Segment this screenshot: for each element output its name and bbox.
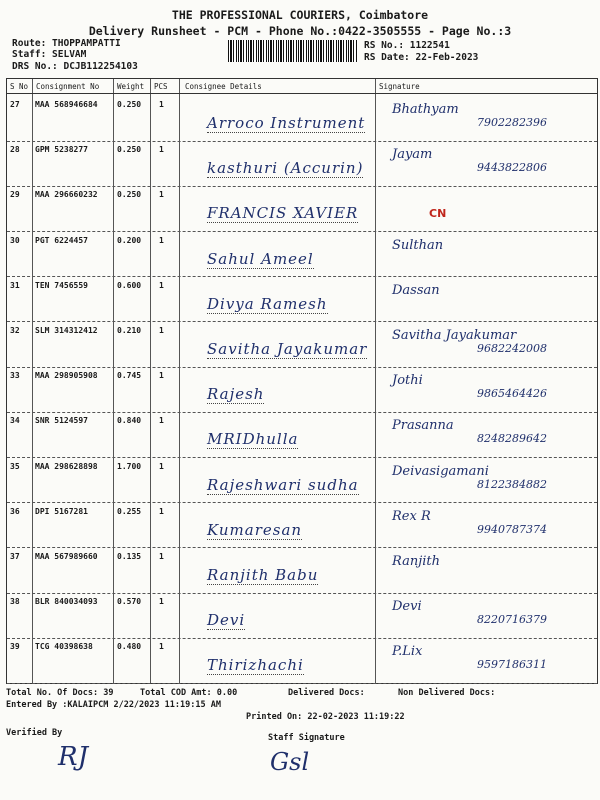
staff-signature: Gsl bbox=[270, 748, 310, 776]
consignment-cell: GPM 5238277 bbox=[35, 145, 88, 155]
receiver-signature: Savitha Jayakumar bbox=[392, 328, 517, 343]
receiver-signature: Devi bbox=[392, 599, 422, 615]
pcs-cell: 1 bbox=[159, 416, 164, 426]
barcode bbox=[228, 40, 358, 62]
consignment-cell: TCG 40398638 bbox=[35, 642, 93, 652]
sno-cell: 29 bbox=[10, 190, 20, 200]
receiver-phone: 9940787374 bbox=[477, 522, 547, 536]
col-header-pcs: PCS bbox=[154, 82, 168, 91]
weight-cell: 0.250 bbox=[117, 100, 142, 109]
staff-label: Staff: SELVAM bbox=[12, 49, 87, 60]
total-cod: Total COD Amt: 0.00 bbox=[140, 688, 238, 698]
consignee-name: kasthuri (Accurin) bbox=[207, 159, 364, 178]
drs-label: DRS No.: DCJB112254103 bbox=[12, 61, 138, 72]
table-row bbox=[7, 230, 597, 278]
receiver-phone: 8220716379 bbox=[477, 613, 547, 627]
consignee-name: Savitha Jayakumar bbox=[207, 340, 368, 358]
consignment-cell: MAA 298628898 bbox=[35, 461, 98, 471]
cn-annotation: CN bbox=[429, 207, 447, 220]
receiver-signature: Jothi bbox=[392, 373, 423, 389]
staff-signature-label: Staff Signature bbox=[268, 733, 345, 743]
rs-number: RS No.: 1122541 bbox=[364, 40, 450, 51]
non-delivered-docs: Non Delivered Docs: bbox=[398, 688, 496, 698]
sno-cell: 36 bbox=[10, 506, 20, 516]
col-header-signature: Signature bbox=[379, 82, 420, 91]
weight-cell: 0.135 bbox=[117, 552, 142, 561]
consignment-cell: MAA 298905908 bbox=[35, 371, 98, 381]
consignment-cell: DPI 5167281 bbox=[35, 506, 88, 516]
table-row bbox=[7, 546, 597, 594]
pcs-cell: 1 bbox=[159, 371, 164, 381]
weight-cell: 1.700 bbox=[117, 461, 142, 471]
col-header-sno: S No bbox=[10, 82, 29, 91]
receiver-phone: 9865464426 bbox=[477, 387, 547, 401]
sno-cell: 34 bbox=[10, 416, 20, 426]
table-row bbox=[7, 320, 597, 368]
consignee-name: Arroco Instrument bbox=[207, 114, 366, 132]
table-row bbox=[7, 139, 597, 187]
sno-cell: 33 bbox=[10, 371, 20, 381]
weight-cell: 0.210 bbox=[117, 326, 142, 335]
receiver-phone: 8248289642 bbox=[477, 432, 547, 446]
route-label: Route: THOPPAMPATTI bbox=[12, 38, 121, 49]
receiver-signature: Jayam bbox=[392, 147, 433, 163]
consignee-name: Thirizhachi bbox=[207, 656, 304, 675]
verifier-signature: RJ bbox=[58, 742, 88, 772]
receiver-phone: 7902282396 bbox=[477, 116, 547, 129]
weight-cell: 0.200 bbox=[117, 235, 142, 245]
sno-cell: 28 bbox=[10, 145, 20, 155]
pcs-cell: 1 bbox=[159, 145, 164, 155]
receiver-signature: Prasanna bbox=[392, 418, 454, 434]
weight-cell: 0.480 bbox=[117, 642, 142, 652]
weight-cell: 0.255 bbox=[117, 506, 142, 516]
consignment-cell: PGT 6224457 bbox=[35, 235, 88, 245]
weight-cell: 0.745 bbox=[117, 371, 142, 381]
sno-cell: 38 bbox=[10, 597, 20, 607]
consignment-cell: SLM 314312412 bbox=[35, 326, 98, 335]
table-row bbox=[7, 94, 597, 142]
receiver-phone: 9443822806 bbox=[477, 161, 547, 175]
pcs-cell: 1 bbox=[159, 597, 164, 607]
consignment-cell: TEN 7456559 bbox=[35, 280, 88, 290]
receiver-phone: 8122384882 bbox=[477, 477, 547, 491]
company-title: THE PROFESSIONAL COURIERS, Coimbatore bbox=[171, 8, 429, 22]
pcs-cell: 1 bbox=[159, 552, 164, 561]
consignee-name: Sahul Ameel bbox=[207, 249, 314, 268]
receiver-signature: Sulthan bbox=[392, 237, 444, 253]
sno-cell: 35 bbox=[10, 461, 20, 471]
table-row bbox=[7, 591, 597, 639]
consignee-name: Devi bbox=[207, 611, 246, 630]
runsheet-title: Delivery Runsheet - PCM - Phone No.:0422-3505555 - Page No.:3 bbox=[88, 24, 512, 38]
rs-date: RS Date: 22-Feb-2023 bbox=[364, 52, 479, 63]
pcs-cell: 1 bbox=[159, 235, 164, 245]
pcs-cell: 1 bbox=[159, 461, 164, 471]
sno-cell: 39 bbox=[10, 642, 20, 652]
weight-cell: 0.250 bbox=[117, 145, 142, 155]
consignment-cell: MAA 567989660 bbox=[35, 552, 98, 561]
sno-cell: 31 bbox=[10, 280, 20, 290]
consignee-name: FRANCIS XAVIER bbox=[207, 204, 359, 223]
consignee-name: Ranjith Babu bbox=[207, 566, 319, 584]
receiver-signature: P.Lix bbox=[392, 644, 423, 660]
receiver-signature: Bhathyam bbox=[392, 102, 459, 117]
pcs-cell: 1 bbox=[159, 100, 164, 109]
consignee-name: MRIDhulla bbox=[207, 430, 299, 449]
consignment-cell: SNR 5124597 bbox=[35, 416, 88, 426]
receiver-signature: Ranjith bbox=[392, 554, 440, 569]
verified-by-label: Verified By bbox=[6, 728, 63, 738]
consignee-name: Divya Ramesh bbox=[207, 294, 328, 313]
entered-by: Entered By :KALAIPCM 2/22/2023 11:19:15 AM bbox=[6, 700, 221, 710]
consignment-cell: BLR 840034093 bbox=[35, 597, 98, 607]
receiver-signature: Rex R bbox=[392, 508, 431, 524]
total-docs: Total No. Of Docs: 39 bbox=[6, 688, 114, 698]
consignee-name: Kumaresan bbox=[207, 520, 303, 539]
consignment-cell: MAA 568946684 bbox=[35, 100, 98, 109]
weight-cell: 0.570 bbox=[117, 597, 142, 607]
receiver-phone: 9682242008 bbox=[477, 342, 547, 355]
consignee-name: Rajeshwari sudha bbox=[207, 475, 359, 494]
weight-cell: 0.840 bbox=[117, 416, 142, 426]
runsheet-table bbox=[6, 78, 598, 684]
col-header-weight: Weight bbox=[117, 82, 145, 91]
delivered-docs: Delivered Docs: bbox=[288, 688, 365, 698]
pcs-cell: 1 bbox=[159, 326, 164, 335]
receiver-signature: Dassan bbox=[392, 282, 440, 298]
table-row bbox=[7, 184, 597, 232]
table-row bbox=[7, 365, 597, 413]
table-row bbox=[7, 456, 597, 504]
sno-cell: 37 bbox=[10, 552, 20, 561]
pcs-cell: 1 bbox=[159, 642, 164, 652]
sno-cell: 30 bbox=[10, 235, 20, 245]
receiver-phone: 9597186311 bbox=[477, 658, 547, 672]
col-header-consignee: Consignee Details bbox=[185, 82, 262, 91]
col-header-consignment: Consignment No bbox=[36, 82, 100, 91]
table-row bbox=[7, 636, 597, 684]
printed-on: Printed On: 22-02-2023 11:19:22 bbox=[246, 712, 405, 722]
weight-cell: 0.600 bbox=[117, 280, 142, 290]
sno-cell: 27 bbox=[10, 100, 20, 109]
table-row bbox=[7, 275, 597, 323]
pcs-cell: 1 bbox=[159, 280, 164, 290]
consignment-cell: MAA 296660232 bbox=[35, 190, 98, 200]
consignee-name: Rajesh bbox=[207, 385, 265, 404]
pcs-cell: 1 bbox=[159, 506, 164, 516]
sno-cell: 32 bbox=[10, 326, 20, 335]
receiver-signature: Deivasigamani bbox=[392, 463, 489, 479]
table-row bbox=[7, 410, 597, 458]
table-row bbox=[7, 501, 597, 549]
weight-cell: 0.250 bbox=[117, 190, 142, 200]
pcs-cell: 1 bbox=[159, 190, 164, 200]
